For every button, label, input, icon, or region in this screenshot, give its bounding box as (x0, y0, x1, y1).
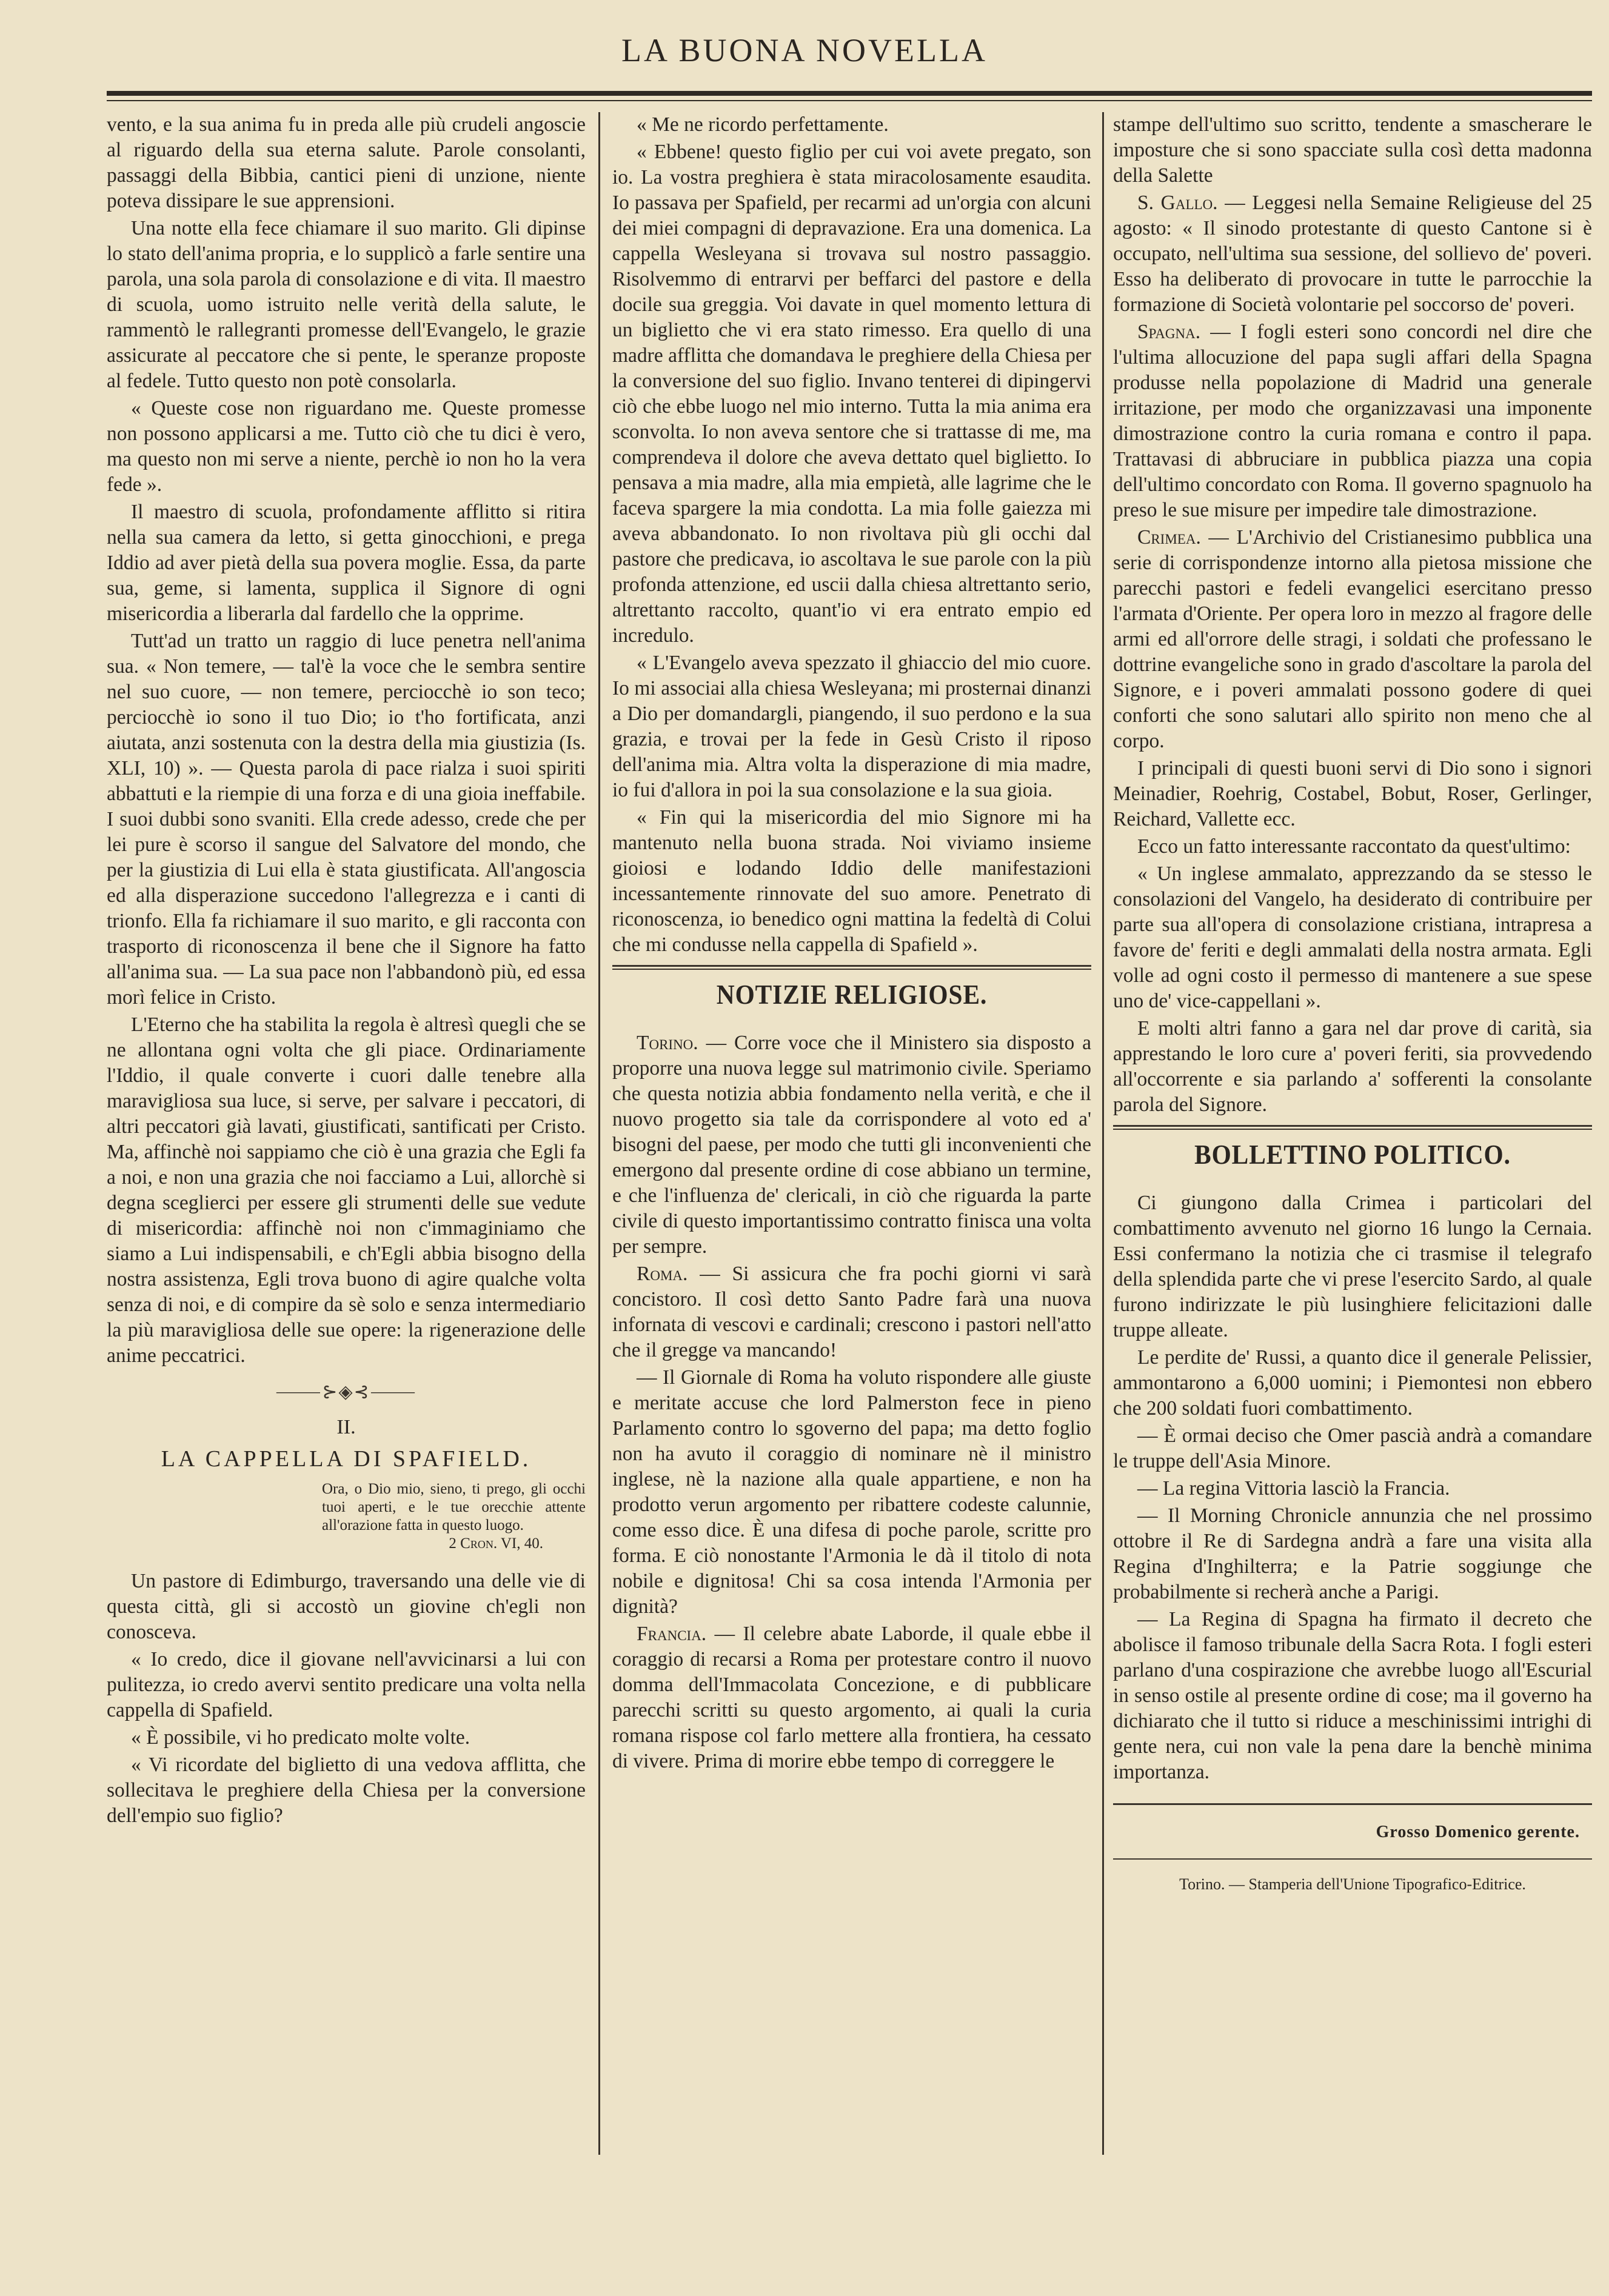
paragraph: Le perdite de' Russi, a quanto dice il generale Pelissier, ammontarono a 6,000 uomini; i Piemontesi non ebbero che 200 soldati fuori combattimento. (1113, 1346, 1592, 1420)
news-text: — Si assicura che fra pochi giorni vi sarà concistoro. Il così detto Santo Padre farà una nuova infornata di vescovi e cardinali; crescono i pastori nell'atto che il gregge va mancando! (612, 1263, 1091, 1361)
paragraph: I principali di questi buoni servi di Dio sono i signori Meinadier, Roehrig, Costabel, Bobut, Roser, Gerlinger, Reichard, Vallette ecc. (1113, 757, 1592, 830)
place-label: Francia. (637, 1623, 707, 1645)
paragraph: Una notte ella fece chiamare il suo marito. Gli dipinse lo stato dell'anima propria, e lo supplicò a farle sentire una parola, una sola parola di consolazione e di vita. Il maestro di scuola, uomo istruito nelle verità della salute, le rammentò le rallegranti promesse dell'Evangelo, le grazie assicurate al peccatore che si pente, le speranze proposte al fedele. Tutto questo non potè consolarla. (107, 217, 586, 392)
ornament-divider: ⸻⊱◈⊰⸻ (275, 1382, 417, 1402)
paragraph: stampe dell'ultimo suo scritto, tendente a smascherare le imposture che si sono spacciate sulla così detta madonna della Salette (1113, 113, 1592, 187)
paragraph: Ecco un fatto interessante raccontato da quest'ultimo: (1137, 835, 1571, 858)
footer-rule (1113, 1803, 1592, 1805)
paragraph: Ci giungono dalla Crimea i particolari del combattimento avvenuto nel giorno 16 lungo la Cernaia. Essi confermano la notizia che ci trasmise il telegrafo della splendida parte che vi prese l'esercito Sardo, al quale furono indirizzate le più lusinghiere felicitazioni dalle truppe alleate. (1113, 1192, 1592, 1341)
paragraph: vento, e la sua anima fu in preda alle più crudeli angoscie al riguardo della sua eterna salute. Parole consolanti, passaggi della Bibbia, cantici pieni di unzione, niente poteva dissipare le sue apprensioni. (107, 113, 586, 212)
paragraph: « Queste cose non riguardano me. Queste promesse non possono applicarsi a me. Tutto ciò che tu dici è vero, ma questo non mi serve a niente, perchè io non ho la vera fede ». (107, 397, 586, 496)
paragraph: — È ormai deciso che Omer pascià andrà a comandare le truppe dell'Asia Minore. (1113, 1424, 1592, 1472)
paragraph: Il maestro di scuola, profondamente afflitto si ritira nella sua camera da letto, si getta ginocchioni, e prega Iddio ad aver pietà della sua povera moglie. Essa, da parte sua, geme, si lamenta, supplica il Signore di ogni misericordia a liberarla dal fardello che la opprime. (107, 501, 586, 625)
column-divider-2 (1102, 112, 1104, 2155)
epigraph-text: Ora, o Dio mio, sieno, ti prego, gli occhi tuoi aperti, e le tue orecchie attente all'orazione fatta in questo luogo. (322, 1481, 586, 1533)
place-label: Torino. (637, 1032, 698, 1054)
column-1 (107, 112, 586, 1830)
news-item-crimea (1113, 525, 1592, 754)
news-text: — L'Archivio del Cristianesimo pubblica una serie di corrispondenze intorno alla pietosa missione che parecchi pastori e fedeli evangelici esercitano presso l'armata d'Oriente. Per opera loro in mezzo al fragore delle armi ed all'orrore delle stragi, i soldati che professano le dottrine evangeliche sono in grado d'ascoltare la parola del Signore, e i poveri ammalati possono godere di quei conforti che sono salutari allo spirito non meno che al corpo. (1113, 526, 1593, 752)
column-2 (612, 112, 1091, 1776)
news-item-spagna (1113, 319, 1592, 523)
section-heading: BOLLETTINO POLITICO. (1194, 1139, 1511, 1170)
paragraph: « Vi ricordate del biglietto di una vedova afflitta, che sollecitava le preghiere della Chiesa per la conversione dell'empio suo figlio? (107, 1754, 586, 1827)
news-text: — Leggesi nella Semaine Religieuse del 25 agosto: « Il sinodo protestante di questo Cantone si è occupato, nell'ultima sua sessione, del sollievo de' poveri. Esso ha deliberato di provocare in tutte le parrocchie la formazione di Società volontarie pel soccorso de' poveri. (1113, 192, 1592, 316)
header-rule (107, 91, 1592, 96)
paragraph: « Fin qui la misericordia del mio Signore mi ha mantenuto nella buona strada. Noi viviamo insieme gioiosi e lodando Iddio delle manifestazioni incessantemente rinnovate del suo amore. Penetrato di riconoscenza, io benedico ogni mattina la fedeltà di Colui che mi condusse nella cappella di Spafield ». (612, 806, 1091, 956)
news-item-roma (612, 1261, 1091, 1363)
section-rule (612, 965, 1091, 970)
column-3 (1113, 112, 1592, 1897)
paragraph: « Un inglese ammalato, apprezzando da se stesso le consolazioni del Vangelo, ha desiderato di contribuire per parte sua all'opera di consolazione cristiana, intrapresa a favore de' feriti e degli ammalati della nostra armata. Egli volle ad ogni costo il permesso di mantenere a sue spese uno de' vice-cappellani ». (1113, 863, 1592, 1012)
section-heading: LA CAPPELLA DI SPAFIELD. (161, 1446, 532, 1472)
column-divider-1 (598, 112, 600, 2155)
printer-imprint: Torino. — Stamperia dell'Unione Tipografico-Editrice. (1179, 1875, 1526, 1893)
paragraph: Un pastore di Edimburgo, traversando una delle vie di questa città, gli si accostò un giovine ch'egli non conosceva. (107, 1570, 586, 1643)
paragraph: « È possibile, vi ho predicato molte volte. (131, 1726, 470, 1749)
paragraph: « L'Evangelo aveva spezzato il ghiaccio del mio cuore. Io mi associai alla chiesa Wesleyana; mi prosternai dinanzi a Dio per domandargli, piangendo, il suo perdono e la sua grazia, e trovai per la fede in Gesù Cristo il riposo dell'anima mia. Altra volta la disperazione di mia madre, io fui d'allora in poi la sua consolazione e la sua gioia. (612, 652, 1091, 801)
paragraph: Tutt'ad un tratto un raggio di luce penetra nell'anima sua. « Non temere, — tal'è la voce che le sembra sentire nel suo cuore, — non temere, perciocchè io son teco; perciocchè io sono il tuo Dio; io t'ho fortificata, anzi aiutata, anzi sostenuta con la destra della mia giustizia (Is. XLI, 10) ». — Questa parola di pace rialza i suoi spiriti abbattuti e la riempie di una forza e di una gioia ineffabile. I suoi dubbi sono svaniti. Ella crede adesso, crede che per lei pure è scorso il sangue del Salvatore del mondo, che per la giustizia di Lui ella è stata giustificata. All'angoscia ed alla disperazione succedono l'allegrezza e i canti di trionfo. Ella fa richiamare il suo marito, e gli racconta con trasporto di riconoscenza il bene che il Signore ha fatto all'anima sua. — La sua pace non l'abbandonò più, ed essa morì felice in Cristo. (107, 630, 586, 1009)
section-rule (1113, 1125, 1592, 1130)
paragraph: « Me ne ricordo perfettamente. (637, 113, 889, 136)
news-item-torino (612, 1030, 1091, 1260)
place-label: S. Gallo. (1137, 192, 1218, 214)
header-rule-thin (107, 100, 1592, 101)
paragraph: E molti altri fanno a gara nel dar prove di carità, sia apprestando le loro cure a' poveri feriti, sia provvedendo all'occorrente e sia parlando a' sofferenti la consolante parola del Signore. (1113, 1017, 1592, 1116)
paragraph: — La regina Vittoria lasciò la Francia. (1137, 1477, 1450, 1500)
place-label: Roma. (637, 1263, 688, 1285)
place-label: Crimea. (1137, 526, 1201, 549)
masthead-title: LA BUONA NOVELLA (621, 32, 988, 68)
news-text: — Corre voce che il Ministero sia disposto a proporre una nuova legge sul matrimonio civile. Speriamo che questa notizia abbia fondamento nella verità, e che il nuovo progetto sia tale da corrispondere al voto ed a' bisogni del paese, per modo che tutti gli inconvenienti che emergono dal presente ordine di cose abbiano un termine, e che l'influenza de' clericali, in ciò che riguarda la parte civile di questo importantissimo contratto finisca una volta per sempre. (612, 1032, 1092, 1258)
paragraph: — Il Morning Chronicle annunzia che nel prossimo ottobre il Re di Sardegna andrà a fare una visita alla Regina d'Inghilterra; e la Patrie soggiunge che probabilmente si recherà anche a Parigi. (1113, 1504, 1592, 1603)
section-number: II. (336, 1416, 356, 1438)
paragraph: « Io credo, dice il giovane nell'avvicinarsi a lui con pulitezza, io credo avervi sentito predicare una volta nella cappella di Spafield. (107, 1648, 586, 1721)
footer-rule-thin (1113, 1858, 1592, 1860)
news-text: — I fogli esteri sono concordi nel dire che l'ultima allocuzione del papa sugli affari della Spagna produsse nella popolazione di Madrid una generale irritazione, per modo che organizzavasi una imponente dimostrazione contro la curia romana e contro il papa. Trattavasi di abbruciare in pubblica piazza una copia dell'ultimo concordato con Roma. Il governo spagnuolo ha preso le sue misure per impedire tale dimostrazione. (1113, 321, 1592, 521)
paragraph: « Ebbene! questo figlio per cui voi avete pregato, son io. La vostra preghiera è stata miracolosamente esaudita. Io passava per Spafield, per recarmi ad un'orgia con alcuni dei miei compagni di depravazione. Era una domenica. La cappella Wesleyana si trovava sul nostro passaggio. Risolvemmo di entrarvi per beffarci del pastore e della docile sua greggia. Voi davate in quel momento lettura di un biglietto che vi era stato rimesso. Era quello di una madre afflitta che domandava le preghiere della Chiesa per la conversione del suo figlio. Invano tenterei di dipingervi ciò che ebbe luogo nel mio interno. Tutta la mia anima era sconvolta. Io non aveva sentore che si trattasse di me, ma comprendeva il dolore che aveva dettato quel biglietto. Io pensava a mia madre, alla mia empietà, alle lagrime che le faceva spargere la mia condotta. La mia folle gaiezza mi aveva abbandonato. Io non rivoltava più gli occhi dal pastore che predicava, io ascoltava le sue parole con la più profonda attenzione, ed uscii dalla chiesa altrettanto serio, altrettanto raccolto, quant'io vi era entrato empio ed incredulo. (612, 141, 1091, 647)
paragraph: — La Regina di Spagna ha firmato il decreto che abolisce il famoso tribunale della Sacra Rota. I fogli esteri parlano d'una cospirazione che avrebbe luogo all'Escurial in senso ostile al presente ordine di cose; ma il governo ha dichiarato che il tutto si riduce a meschinissimi intrighi di gente nera, cui non vale la pena dare la benchè minima importanza. (1113, 1608, 1592, 1783)
news-item-francia (612, 1621, 1091, 1774)
epigraph-reference: 2 Cron. VI, 40. (449, 1535, 543, 1552)
news-item-giornale: — Il Giornale di Roma ha voluto rispondere alle giuste e meritate accuse che lord Palmerston fece in pieno Parlamento contro lo sgoverno del papa; ma detto foglio non ha avuto il coraggio di nominare nè il ministro inglese, nè la nazione alla quale appartiene, e non ha prodotto verun argomento per ribattere codeste calunnie, come esso dice. È una difesa di poche parole, scritte pro forma. E ciò nonostante l'Armonia le dà il titolo di nota nobile e dignitosa! Chi sa cosa intenda l'Armonia per dignità? (612, 1366, 1091, 1618)
news-item-sgallo (1113, 190, 1592, 318)
section-heading: NOTIZIE RELIGIOSE. (716, 979, 988, 1010)
place-label: Spagna. (1137, 321, 1201, 343)
epigraph (322, 1480, 586, 1553)
news-text: — Il celebre abate Laborde, il quale ebbe il coraggio di recarsi a Roma per protestare contro il nuovo domma dell'Immacolata Concezione, e di pubblicare parecchi scritti su questo argomento, ai quali la curia romana rispose col farlo mettere alla frontiera, ha cessato di vivere. Prima di morire ebbe tempo di correggere le (612, 1623, 1091, 1772)
paragraph: L'Eterno che ha stabilita la regola è altresì quegli che se ne allontana ogni volta che gli piace. Ordinariamente l'Iddio, il quale converte i cuori dalle tenebre alla maravigliosa sua luce, si serve, per salvare i peccatori, di altri peccatori già lavati, giustificati, santificati per Cristo. Ma, affinchè noi sappiamo che ciò è una grazia che Egli fa a noi, e non una grazia che noi facciamo a Lui, allorchè si degna sceglierci per essere gli strumenti delle sue vedute di misericordia: affinchè noi non c'immaginiamo che siamo a Lui indispensabili, e ch'Egli abbia bisogno della nostra assistenza, Egli trova buono di agire qualche volta senza di noi, e di compire da sè solo e senza intermediario la più maravigliosa delle sue opere: la rigenerazione delle anime peccatrici. (107, 1013, 586, 1367)
editor-signature: Grosso Domenico gerente. (1376, 1823, 1580, 1841)
